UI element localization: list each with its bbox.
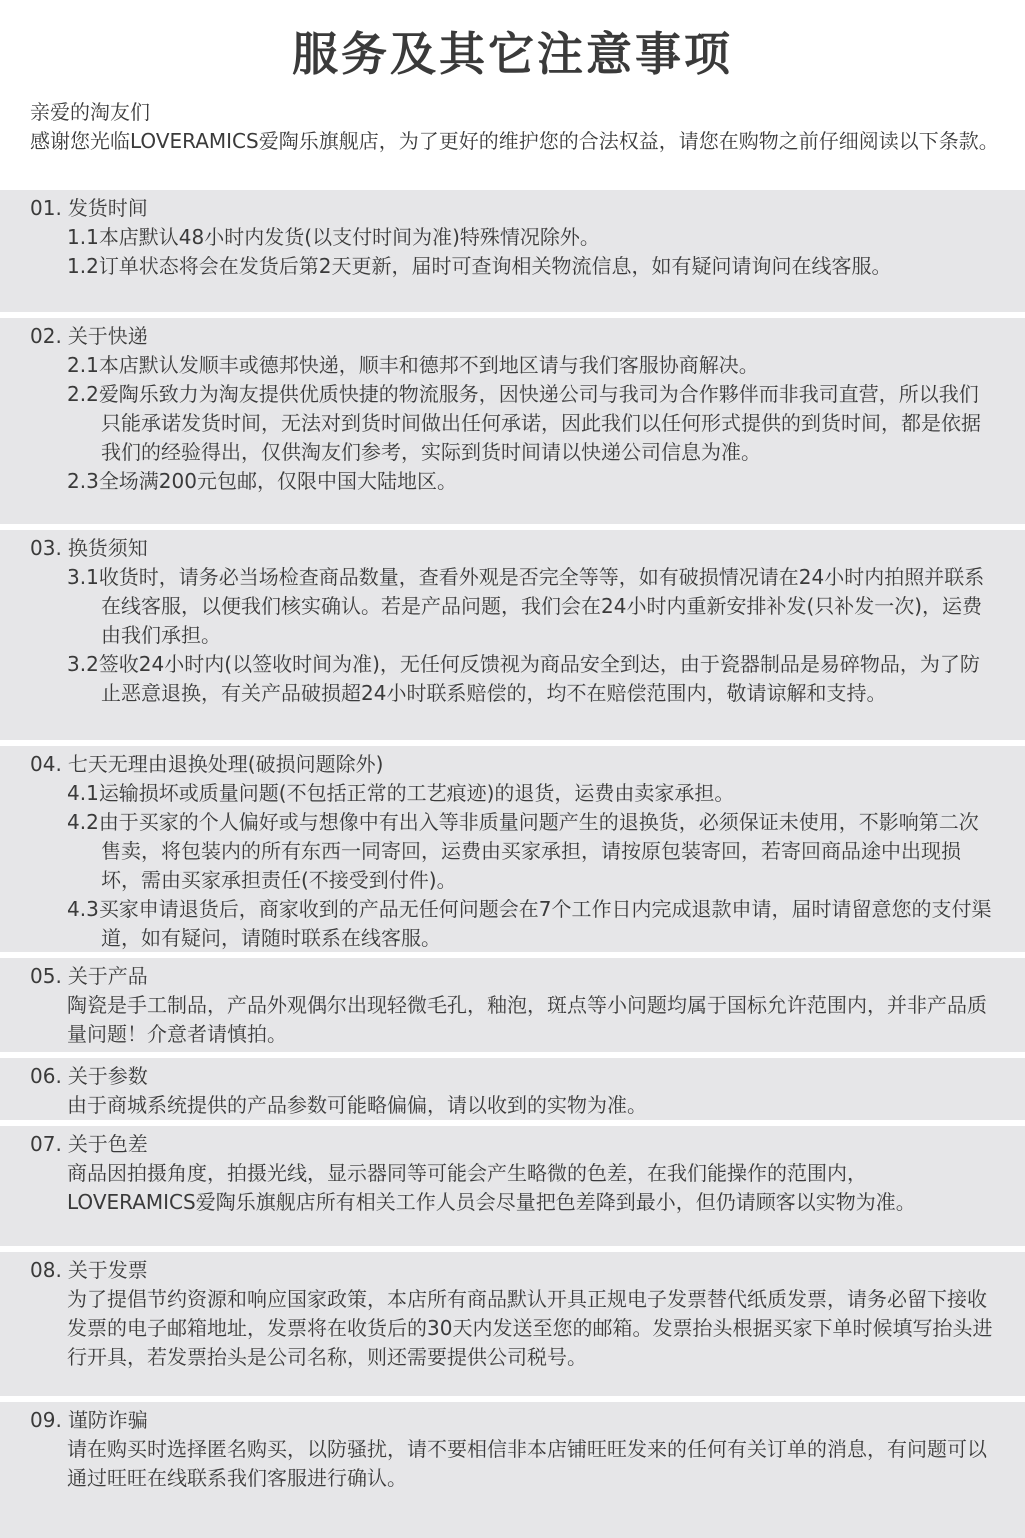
section-title-text: 谨防诈骗	[67, 1408, 148, 1432]
item-text: 签收24小时内(以签收时间为准)，无任何反馈视为商品安全到达，由于瓷器制品是易碎物品，为了防止恶意退换，有关产品破损超24小时联系赔偿的，均不在赔偿范围内，敬请谅解和支持。	[98, 652, 980, 705]
list-item	[30, 223, 995, 252]
section-title	[30, 962, 995, 991]
item-number: 4.3	[67, 897, 99, 921]
section-title	[30, 194, 995, 223]
section-shipping-time	[0, 190, 1025, 312]
item-text: 运输损坏或质量问题(不包括正常的工艺痕迹)的退货，运费由卖家承担。	[98, 781, 735, 805]
intro-greeting: 亲爱的淘友们	[30, 100, 150, 124]
item-text: 订单状态将会在发货后第2天更新，届时可查询相关物流信息，如有疑问请询问在线客服。	[98, 254, 892, 278]
item-text: 买家申请退货后，商家收到的产品无任何问题会在7个工作日内完成退款申请，届时请留意您的支付渠道，如有疑问，请随时联系在线客服。	[98, 897, 992, 950]
section-number: 05.	[30, 964, 62, 988]
list-item	[30, 252, 995, 281]
item-text: 本店默认发顺丰或德邦快递，顺丰和德邦不到地区请与我们客服协商解决。	[98, 353, 759, 377]
section-number: 08.	[30, 1258, 62, 1282]
list-item	[30, 563, 995, 650]
section-title-text: 换货须知	[67, 536, 148, 560]
section-number: 09.	[30, 1408, 62, 1432]
list-item	[30, 808, 995, 895]
section-number: 06.	[30, 1064, 62, 1088]
section-title	[30, 534, 995, 563]
section-title	[30, 1062, 995, 1091]
item-text: 全场满200元包邮，仅限中国大陆地区。	[98, 469, 457, 493]
section-title	[30, 1256, 995, 1285]
section-anti-fraud	[0, 1402, 1025, 1538]
section-exchange	[0, 530, 1025, 740]
intro	[30, 98, 1000, 156]
list-item	[30, 650, 995, 708]
item-number: 3.2	[67, 652, 99, 676]
section-title	[30, 322, 995, 351]
section-paragraph: 陶瓷是手工制品，产品外观偶尔出现轻微毛孔，釉泡，斑点等小问题均属于国标允许范围内，并非产品质量问题！介意者请慎拍。	[67, 993, 987, 1046]
section-invoice	[0, 1252, 1025, 1396]
section-paragraph: 为了提倡节约资源和响应国家政策，本店所有商品默认开具正规电子发票替代纸质发票，请务必留下接收发票的电子邮箱地址，发票将在收货后的30天内发送至您的邮箱。发票抬头根据买家下单时候填写抬头进行开具，若发票抬头是公司名称，则还需要提供公司税号。	[67, 1287, 993, 1369]
item-text: 爱陶乐致力为淘友提供优质快捷的物流服务，因快递公司与我司为合作夥伴而非我司直营，所以我们只能承诺发货时间，无法对到货时间做出任何承诺，因此我们以任何形式提供的到货时间，都是依据我们的经验得出，仅供淘友们参考，实际到货时间请以快递公司信息为准。	[98, 382, 981, 464]
section-title-text: 关于产品	[67, 964, 148, 988]
item-text: 本店默认48小时内发货(以支付时间为准)特殊情况除外。	[98, 225, 600, 249]
intro-text: 感谢您光临LOVERAMICS爱陶乐旗舰店，为了更好的维护您的合法权益，请您在购物之前仔细阅读以下条款。	[30, 129, 999, 153]
section-title	[30, 1130, 995, 1159]
item-number: 1.2	[67, 254, 99, 278]
item-number: 2.3	[67, 469, 99, 493]
section-courier	[0, 318, 1025, 524]
list-item	[30, 351, 995, 380]
page-title: 服务及其它注意事项	[292, 27, 733, 81]
section-parameters	[0, 1058, 1025, 1120]
item-number: 4.1	[67, 781, 99, 805]
section-title-text: 关于色差	[67, 1132, 148, 1156]
item-number: 4.2	[67, 810, 99, 834]
section-returns	[0, 746, 1025, 952]
section-title-text: 关于参数	[67, 1064, 148, 1088]
section-paragraph: 商品因拍摄角度，拍摄光线，显示器同等可能会产生略微的色差，在我们能操作的范围内，LOVERAMICS爱陶乐旗舰店所有相关工作人员会尽量把色差降到最小，但仍请顾客以实物为准。	[67, 1161, 916, 1214]
list-item	[30, 380, 995, 467]
section-paragraph: 由于商城系统提供的产品参数可能略偏偏，请以收到的实物为准。	[67, 1093, 647, 1117]
item-text: 由于买家的个人偏好或与想像中有出入等非质量问题产生的退换货，必须保证未使用，不影响第二次售卖，将包装内的所有东西一同寄回，运费由买家承担，请按原包装寄回，若寄回商品途中出现损坏，需由买家承担责任(不接受到付件)。	[98, 810, 979, 892]
list-item	[30, 779, 995, 808]
item-number: 2.1	[67, 353, 99, 377]
section-number: 03.	[30, 536, 62, 560]
section-number: 01.	[30, 196, 62, 220]
section-product	[0, 958, 1025, 1052]
item-number: 1.1	[67, 225, 99, 249]
section-title-text: 发货时间	[67, 196, 148, 220]
item-text: 收货时，请务必当场检查商品数量，查看外观是否完全等等，如有破损情况请在24小时内拍照并联系在线客服，以便我们核实确认。若是产品问题，我们会在24小时内重新安排补发(只补发一次)，运费由我们承担。	[98, 565, 985, 647]
section-number: 04.	[30, 752, 62, 776]
section-paragraph: 请在购买时选择匿名购买，以防骚扰，请不要相信非本店铺旺旺发来的任何有关订单的消息，有问题可以通过旺旺在线联系我们客服进行确认。	[67, 1437, 987, 1490]
section-title-text: 关于快递	[67, 324, 148, 348]
section-title-text: 关于发票	[67, 1258, 148, 1282]
section-color-difference	[0, 1126, 1025, 1246]
section-number: 02.	[30, 324, 62, 348]
list-item	[30, 467, 995, 496]
section-title	[30, 1406, 995, 1435]
section-title	[30, 750, 995, 779]
item-number: 2.2	[67, 382, 99, 406]
item-number: 3.1	[67, 565, 99, 589]
list-item	[30, 895, 995, 953]
section-title-text: 七天无理由退换处理(破损问题除外)	[67, 752, 384, 776]
section-number: 07.	[30, 1132, 62, 1156]
